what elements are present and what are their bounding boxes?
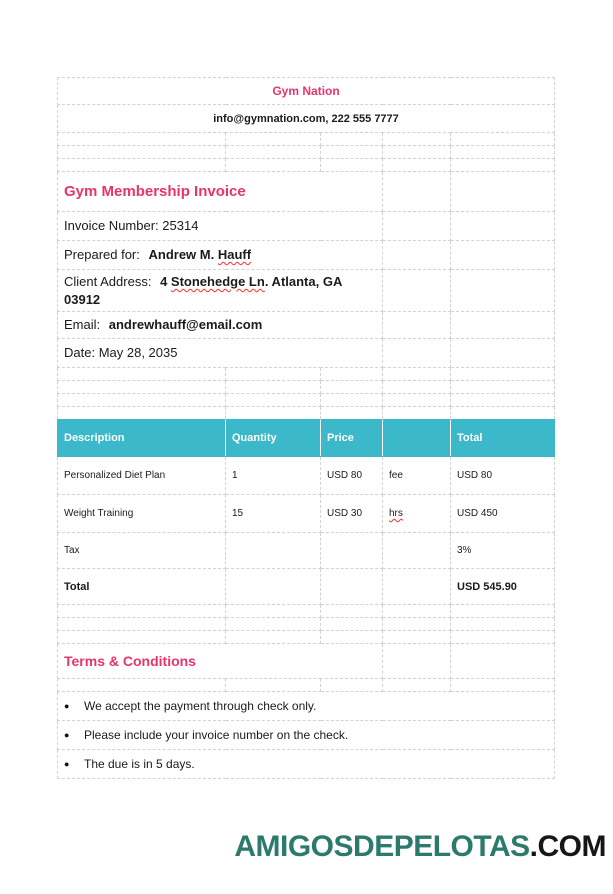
client-email-line <box>58 312 383 339</box>
grid-cell <box>226 159 321 172</box>
address-number: 4 <box>160 273 168 289</box>
grid-cell <box>451 368 555 381</box>
col-header-price: Price <box>321 420 383 457</box>
grid-cell <box>451 270 555 312</box>
grid-cell <box>451 241 555 270</box>
grid-cell <box>321 618 383 631</box>
terms-item <box>58 721 555 750</box>
grid-cell <box>451 312 555 339</box>
grid-cell <box>451 381 555 394</box>
grid-cell <box>383 312 451 339</box>
grid-cell <box>226 618 321 631</box>
invoice-date-line <box>58 339 383 368</box>
grid-cell <box>226 631 321 644</box>
grid-cell <box>383 407 451 420</box>
invoice-date-value: May 28, 2035 <box>98 345 178 361</box>
grid-cell <box>321 381 383 394</box>
prepared-for-value <box>149 247 252 262</box>
client-address-line <box>58 270 383 312</box>
grid-cell <box>58 159 226 172</box>
prepared-for-line <box>58 241 383 270</box>
grid-cell <box>321 146 383 159</box>
spacer-row <box>58 133 555 146</box>
bullet-icon: ● <box>64 730 70 740</box>
grid-cell <box>58 605 226 618</box>
terms-item-text: We accept the payment through check only. <box>84 699 317 713</box>
grid-cell <box>451 605 555 618</box>
cell-description: Weight Training <box>58 495 226 533</box>
grid-cell <box>58 679 226 692</box>
company-contact: info@gymnation.com, 222 555 7777 <box>58 105 555 133</box>
invoice-number-value: 25314 <box>162 218 199 234</box>
spacer-row <box>58 605 555 618</box>
col-header-description: Description <box>58 420 226 457</box>
grid-cell <box>58 381 226 394</box>
terms-title: Terms & Conditions <box>58 644 383 679</box>
cell-price: USD 30 <box>321 495 383 533</box>
spacer-row <box>58 631 555 644</box>
grid-cell <box>321 407 383 420</box>
address-city-state: . Atlanta, GA 03912 <box>64 273 342 307</box>
grid-cell <box>383 212 451 241</box>
cell-quantity <box>226 569 321 605</box>
cell-price <box>321 533 383 569</box>
grid-cell <box>321 605 383 618</box>
prepared-for-label: Prepared for: <box>64 247 140 263</box>
terms-item <box>58 692 555 721</box>
grid-cell <box>451 339 555 368</box>
cell-total: USD 450 <box>451 495 555 533</box>
item-row <box>58 457 555 495</box>
bullet-icon: ● <box>64 701 70 711</box>
item-row <box>58 495 555 533</box>
grid-cell <box>383 159 451 172</box>
client-first-name: Andrew M. <box>148 247 215 263</box>
invoice-sheet <box>57 77 555 779</box>
grid-cell <box>321 394 383 407</box>
spacer-row <box>58 381 555 394</box>
spacer-row <box>58 159 555 172</box>
terms-item <box>58 750 555 779</box>
grid-cell <box>383 394 451 407</box>
grid-cell <box>451 631 555 644</box>
grid-cell <box>451 407 555 420</box>
cell-unit: hrs <box>383 495 451 533</box>
cell-price: USD 80 <box>321 457 383 495</box>
grid-cell <box>383 146 451 159</box>
cell-quantity: 1 <box>226 457 321 495</box>
spacer-row <box>58 146 555 159</box>
grid-cell <box>58 618 226 631</box>
cell-total: USD 545.90 <box>451 569 555 605</box>
grid-cell <box>226 605 321 618</box>
invoice-title: Gym Membership Invoice <box>58 172 383 212</box>
spacer-row <box>58 394 555 407</box>
grid-cell <box>451 679 555 692</box>
terms-item-text: Please include your invoice number on the check. <box>84 728 349 742</box>
grid-cell <box>58 631 226 644</box>
grid-cell <box>321 159 383 172</box>
terms-item-row <box>58 750 555 779</box>
client-email-label: Email: <box>64 317 101 333</box>
invoice-date-label: Date: <box>64 345 96 361</box>
grid-cell <box>451 212 555 241</box>
cell-description: Personalized Diet Plan <box>58 457 226 495</box>
grid-cell <box>321 133 383 146</box>
grid-cell <box>451 172 555 212</box>
bullet-icon: ● <box>64 759 70 769</box>
grid-cell <box>383 631 451 644</box>
terms-item-row <box>58 721 555 750</box>
total-row <box>58 569 555 605</box>
grid-cell <box>383 618 451 631</box>
client-email-value: andrewhauff@email.com <box>108 317 263 333</box>
grid-cell <box>321 631 383 644</box>
grid-cell <box>383 270 451 312</box>
grid-cell <box>58 407 226 420</box>
invoice-number-line <box>58 212 383 241</box>
grid-cell <box>226 407 321 420</box>
grid-cell <box>226 394 321 407</box>
grid-cell <box>383 368 451 381</box>
grid-cell <box>58 146 226 159</box>
terms-item-text: The due is in 5 days. <box>84 757 195 771</box>
spacer-row <box>58 679 555 692</box>
grid-cell <box>383 679 451 692</box>
client-address-label: Client Address: <box>64 273 152 289</box>
terms-item-row <box>58 692 555 721</box>
client-last-name: Hauff <box>217 247 252 263</box>
spacer-row <box>58 368 555 381</box>
grid-cell <box>451 146 555 159</box>
spacer-row <box>58 618 555 631</box>
grid-cell <box>58 394 226 407</box>
grid-cell <box>226 381 321 394</box>
col-header-total: Total <box>451 420 555 457</box>
cell-quantity <box>226 533 321 569</box>
grid-cell <box>226 146 321 159</box>
cell-unit <box>383 569 451 605</box>
watermark <box>234 830 606 864</box>
col-header-unit <box>383 420 451 457</box>
grid-cell <box>226 133 321 146</box>
cell-description: Total <box>58 569 226 605</box>
grid-cell <box>451 644 555 679</box>
grid-cell <box>383 605 451 618</box>
grid-cell <box>383 172 451 212</box>
grid-cell <box>383 241 451 270</box>
cell-total: USD 80 <box>451 457 555 495</box>
grid-cell <box>383 339 451 368</box>
grid-cell <box>383 133 451 146</box>
grid-cell <box>451 159 555 172</box>
grid-cell <box>451 618 555 631</box>
cell-description: Tax <box>58 533 226 569</box>
spacer-row <box>58 407 555 420</box>
watermark-suffix: .COM <box>529 830 606 863</box>
cell-total: 3% <box>451 533 555 569</box>
invoice-number-label: Invoice Number: <box>64 218 159 234</box>
watermark-brand: AMIGOSDEPELOTAS <box>234 830 530 863</box>
address-street: Stonehedge Ln <box>170 273 265 289</box>
company-name: Gym Nation <box>58 78 555 105</box>
grid-cell <box>451 133 555 146</box>
grid-cell <box>451 394 555 407</box>
grid-cell <box>58 133 226 146</box>
cell-unit: fee <box>383 457 451 495</box>
cell-quantity: 15 <box>226 495 321 533</box>
cell-unit <box>383 533 451 569</box>
grid-cell <box>58 368 226 381</box>
grid-cell <box>321 368 383 381</box>
grid-cell <box>383 381 451 394</box>
tax-row <box>58 533 555 569</box>
grid-cell <box>321 679 383 692</box>
cell-price <box>321 569 383 605</box>
grid-cell <box>226 679 321 692</box>
grid-cell <box>383 644 451 679</box>
grid-cell <box>226 368 321 381</box>
col-header-quantity: Quantity <box>226 420 321 457</box>
